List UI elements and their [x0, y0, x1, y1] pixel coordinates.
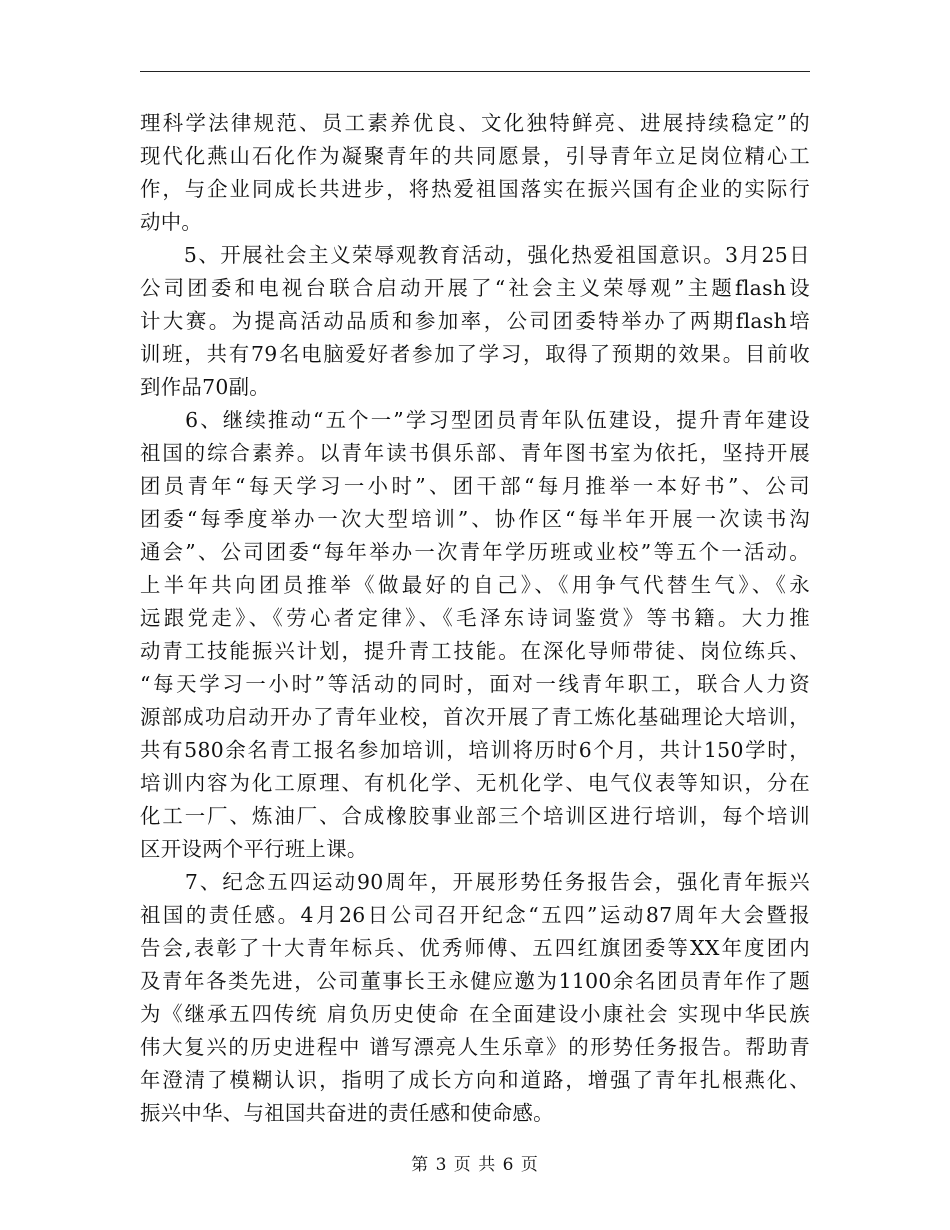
page-number: 第 3 页 共 6 页: [411, 1155, 539, 1175]
text-line: 祖国的综合素养。以青年读书俱乐部、青年图书室为依托，坚持开展: [140, 441, 810, 465]
text-line: 7、纪念五四运动90周年，开展形势任务报告会，强化青年振兴: [140, 870, 810, 894]
text-line: 祖国的责任感。4月26日公司召开纪念“五四”运动87周年大会暨报: [140, 903, 810, 927]
text-line: 团员青年“每天学习一小时”、团干部“每月推举一本好书”、公司: [140, 474, 810, 498]
text-line: 到作品70副。: [140, 375, 270, 399]
text-line: 及青年各类先进，公司董事长王永健应邀为1100余名团员青年作了题: [140, 969, 810, 993]
text-line: 计大赛。为提高活动品质和参加率，公司团委特举办了两期flash培: [140, 309, 810, 333]
text-line: 伟大复兴的历史进程中 谱写漂亮人生乐章》的形势任务报告。帮助青: [140, 1035, 810, 1059]
text-line: 源部成功启动开办了青年业校，首次开展了青工炼化基础理论大培训，: [140, 705, 810, 729]
text-line: 通会”、公司团委“每年举办一次青年学历班或业校”等五个一活动。: [140, 540, 810, 564]
text-line: 培训内容为化工原理、有机化学、无机化学、电气仪表等知识，分在: [140, 771, 810, 795]
text-line: 公司团委和电视台联合启动开展了“社会主义荣辱观”主题flash设: [140, 276, 810, 300]
text-line: 理科学法律规范、员工素养优良、文化独特鲜亮、进展持续稳定”的: [140, 111, 810, 135]
paragraph: [140, 404, 810, 866]
text-line: 动中。: [140, 210, 203, 234]
paragraph: [140, 107, 810, 239]
text-line: 训班，共有79名电脑爱好者参加了学习，取得了预期的效果。目前收: [140, 342, 810, 366]
text-line: 现代化燕山石化作为凝聚青年的共同愿景，引导青年立足岗位精心工: [140, 144, 810, 168]
document-body: [140, 107, 810, 1130]
text-line: 振兴中华、与祖国共奋进的责任感和使命感。: [140, 1101, 554, 1125]
text-line: “每天学习一小时”等活动的同时，面对一线青年职工，联合人力资: [140, 672, 810, 696]
text-line: 团委“每季度举办一次大型培训”、协作区“每半年开展一次读书沟: [140, 507, 810, 531]
paragraph: [140, 866, 810, 1130]
text-line: 告会,表彰了十大青年标兵、优秀师傅、五四红旗团委等XX年度团内: [140, 936, 810, 960]
text-line: 作，与企业同成长共进步，将热爱祖国落实在振兴国有企业的实际行: [140, 177, 810, 201]
text-line: 为《继承五四传统 肩负历史使命 在全面建设小康社会 实现中华民族: [140, 1002, 810, 1026]
text-line: 上半年共向团员推举《做最好的自己》、《用争气代替生气》、《永: [140, 573, 810, 597]
text-line: 年澄清了模糊认识，指明了成长方向和道路，增强了青年扎根燕化、: [140, 1068, 810, 1092]
paragraph: [140, 239, 810, 404]
text-line: 5、开展社会主义荣辱观教育活动，强化热爱祖国意识。3月25日: [140, 243, 810, 267]
text-line: 6、继续推动“五个一”学习型团员青年队伍建设，提升青年建设: [140, 408, 810, 432]
header-rule: [140, 71, 810, 72]
text-line: 动青工技能振兴计划，提升青工技能。在深化导师带徒、岗位练兵、: [140, 639, 810, 663]
text-line: 共有580余名青工报名参加培训，培训将历时6个月，共计150学时，: [140, 738, 810, 762]
text-line: 区开设两个平行班上课。: [140, 837, 368, 861]
text-line: 化工一厂、炼油厂、合成橡胶事业部三个培训区进行培训，每个培训: [140, 804, 810, 828]
text-line: 远跟党走》、《劳心者定律》、《毛泽东诗词鉴赏》等书籍。大力推: [140, 606, 810, 630]
